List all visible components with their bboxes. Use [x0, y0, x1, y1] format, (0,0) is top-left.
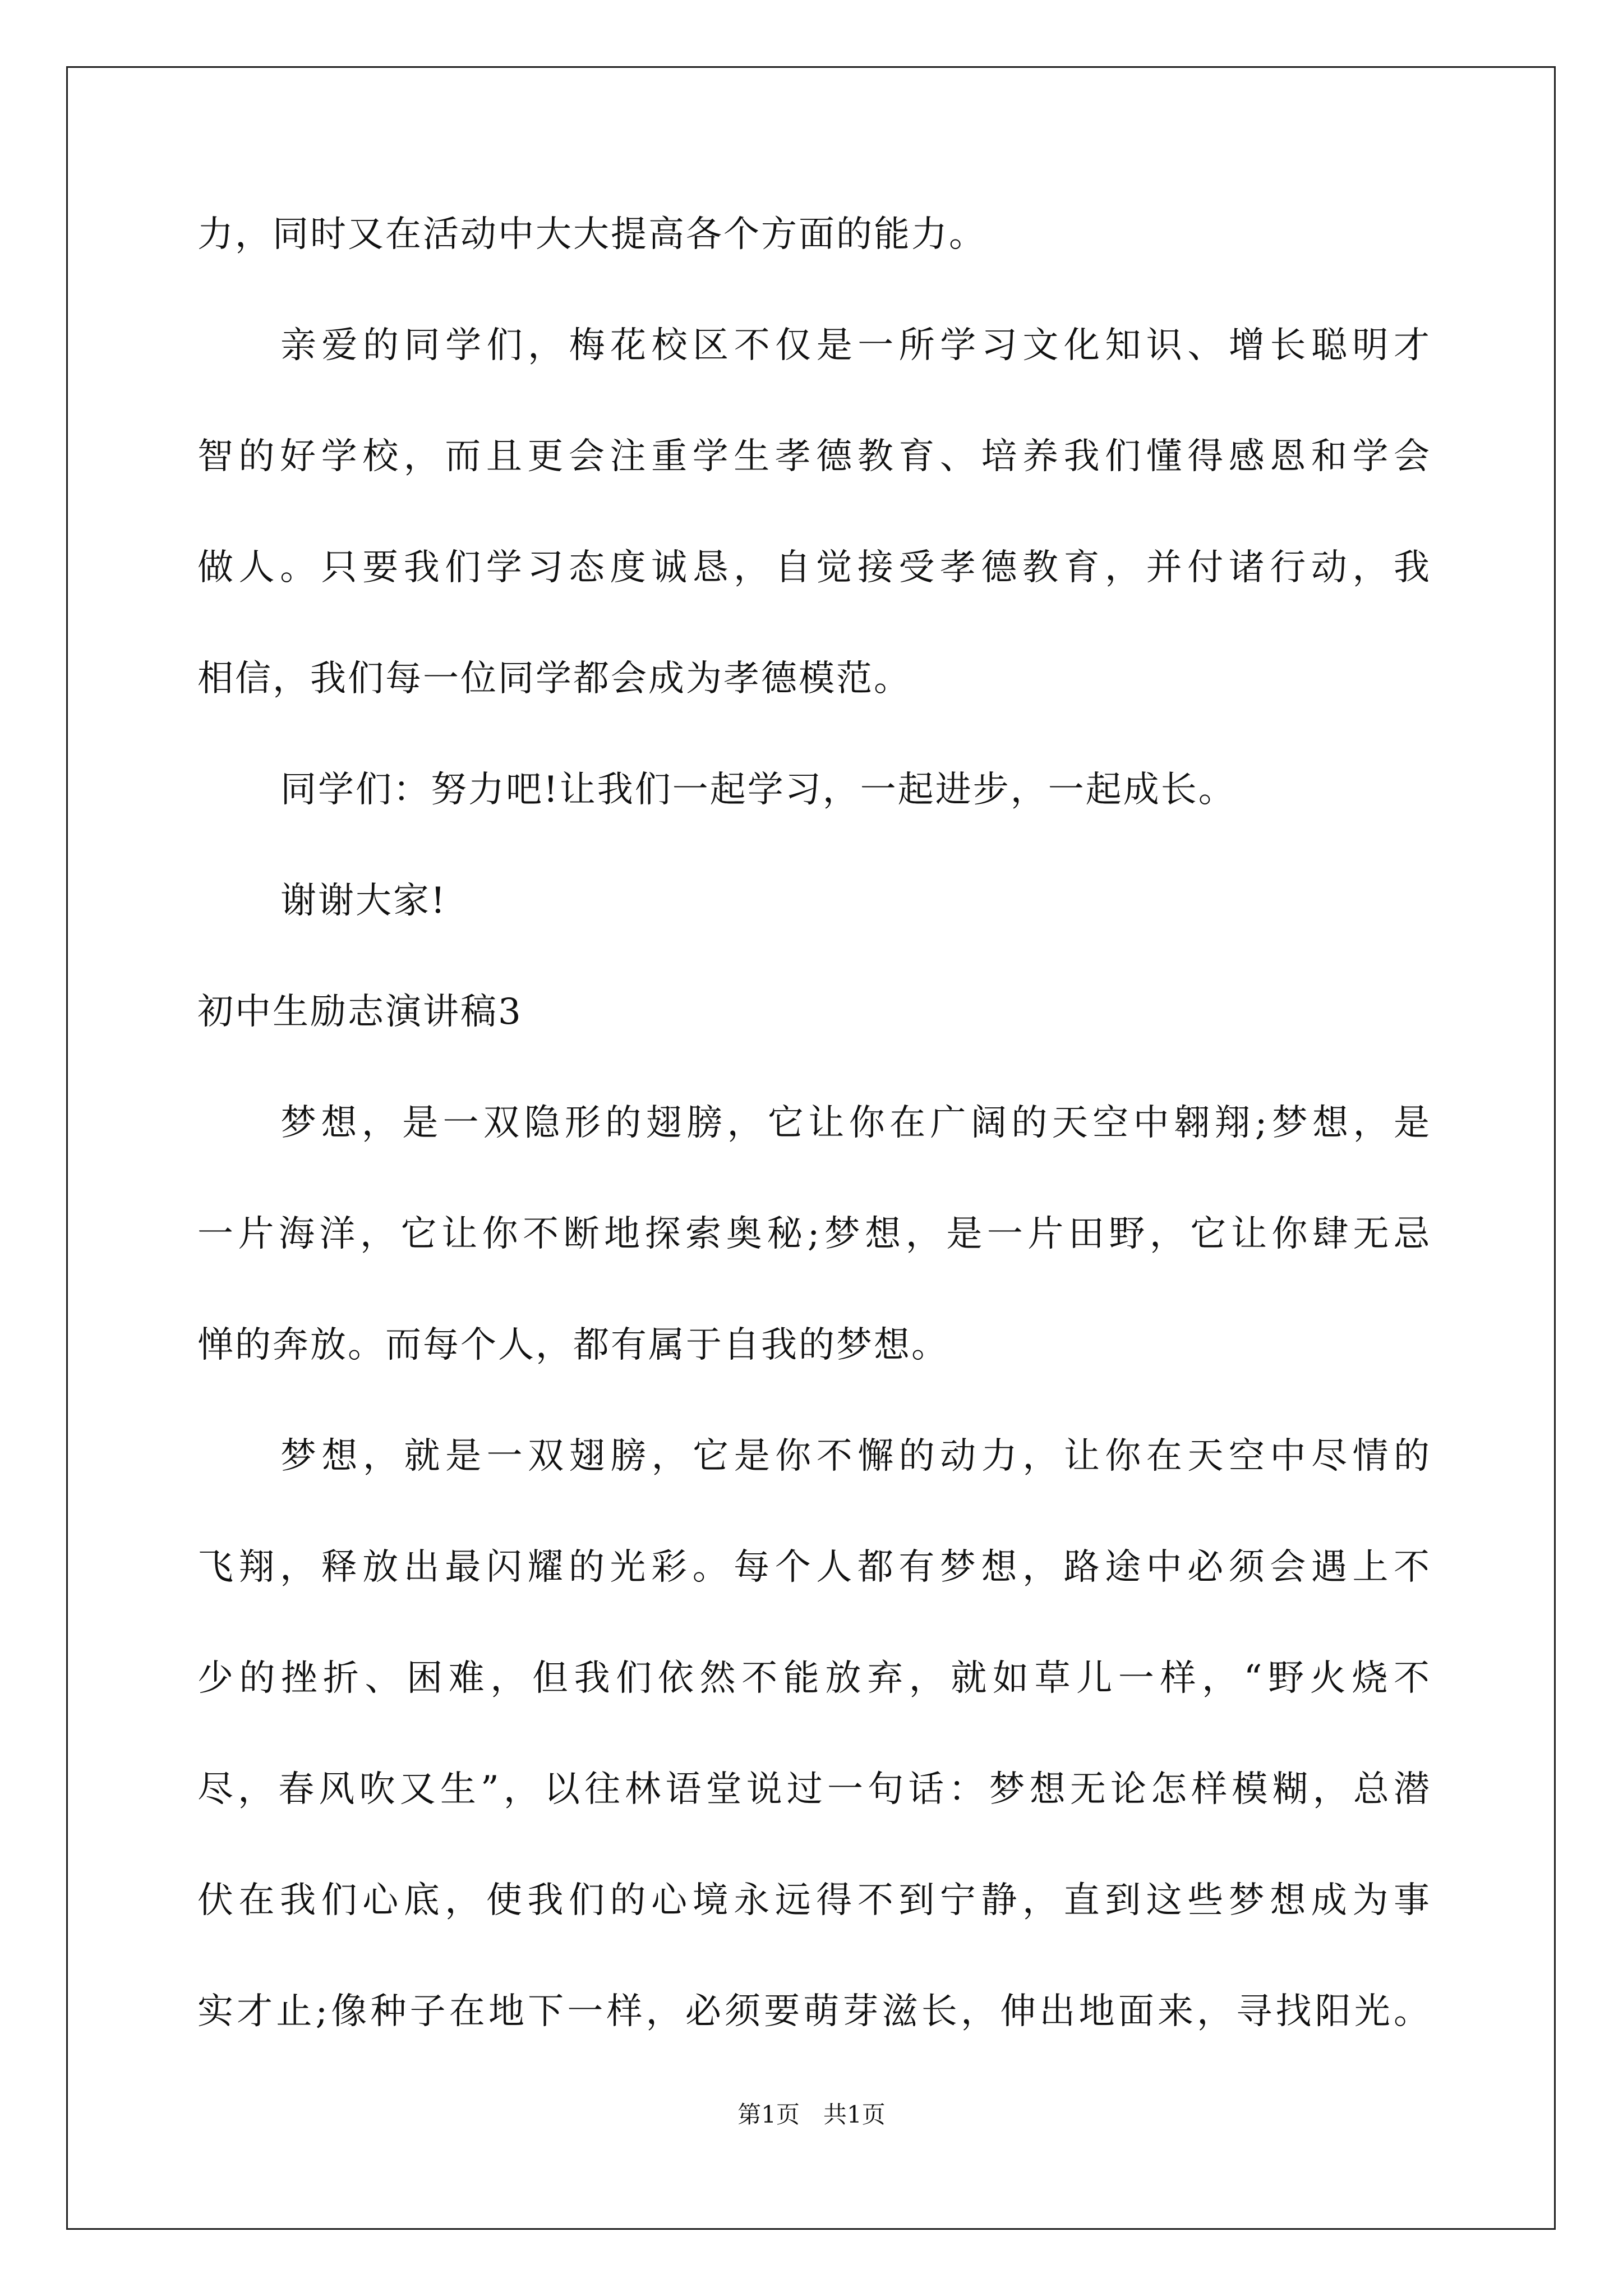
page-footer: 第1页 共1页	[737, 2101, 886, 2128]
paragraph-line: 惮的奔放。而每个人，都有属于自我的梦想。	[197, 1324, 949, 1366]
paragraph-line: 梦想，就是一双翅膀，它是你不懈的动力，让你在天空中尽情的	[280, 1435, 1431, 1477]
paragraph-line: 一片海洋，它让你不断地探索奥秘;梦想，是一片田野，它让你肆无忌	[197, 1213, 1431, 1255]
paragraph-line: 智的好学校，而且更会注重学生孝德教育、培养我们懂得感恩和学会	[197, 436, 1431, 477]
paragraph-line: 亲爱的同学们，梅花校区不仅是一所学习文化知识、增长聪明才	[280, 325, 1431, 366]
section-heading: 初中生励志演讲稿3	[197, 991, 523, 1033]
paragraph-line: 伏在我们心底，使我们的心境永远得不到宁静，直到这些梦想成为事	[197, 1880, 1431, 1921]
paragraph-line: 相信，我们每一位同学都会成为孝德模范。	[197, 658, 911, 700]
paragraph-line: 少的挫折、困难，但我们依然不能放弃，就如草儿一样，“野火烧不	[197, 1658, 1431, 1699]
paragraph-line: 做人。只要我们学习态度诚恳，自觉接受孝德教育，并付诸行动，我	[197, 547, 1431, 588]
paragraph-line: 飞翔，释放出最闪耀的光彩。每个人都有梦想，路途中必须会遇上不	[197, 1547, 1431, 1588]
text-line: 力，同时又在活动中大大提高各个方面的能力。	[197, 214, 986, 255]
paragraph-line: 梦想，是一双隐形的翅膀，它让你在广阔的天空中翱翔;梦想，是	[280, 1102, 1431, 1144]
paragraph-line: 尽，春风吹又生”，以往林语堂说过一句话：梦想无论怎样模糊，总潜	[197, 1769, 1431, 1810]
paragraph-line: 实才止;像种子在地下一样，必须要萌芽滋长，伸出地面来，寻找阳光。	[197, 1991, 1431, 2032]
paragraph-line: 谢谢大家!	[280, 880, 447, 922]
paragraph-line: 同学们：努力吧!让我们一起学习，一起进步，一起成长。	[280, 769, 1236, 811]
